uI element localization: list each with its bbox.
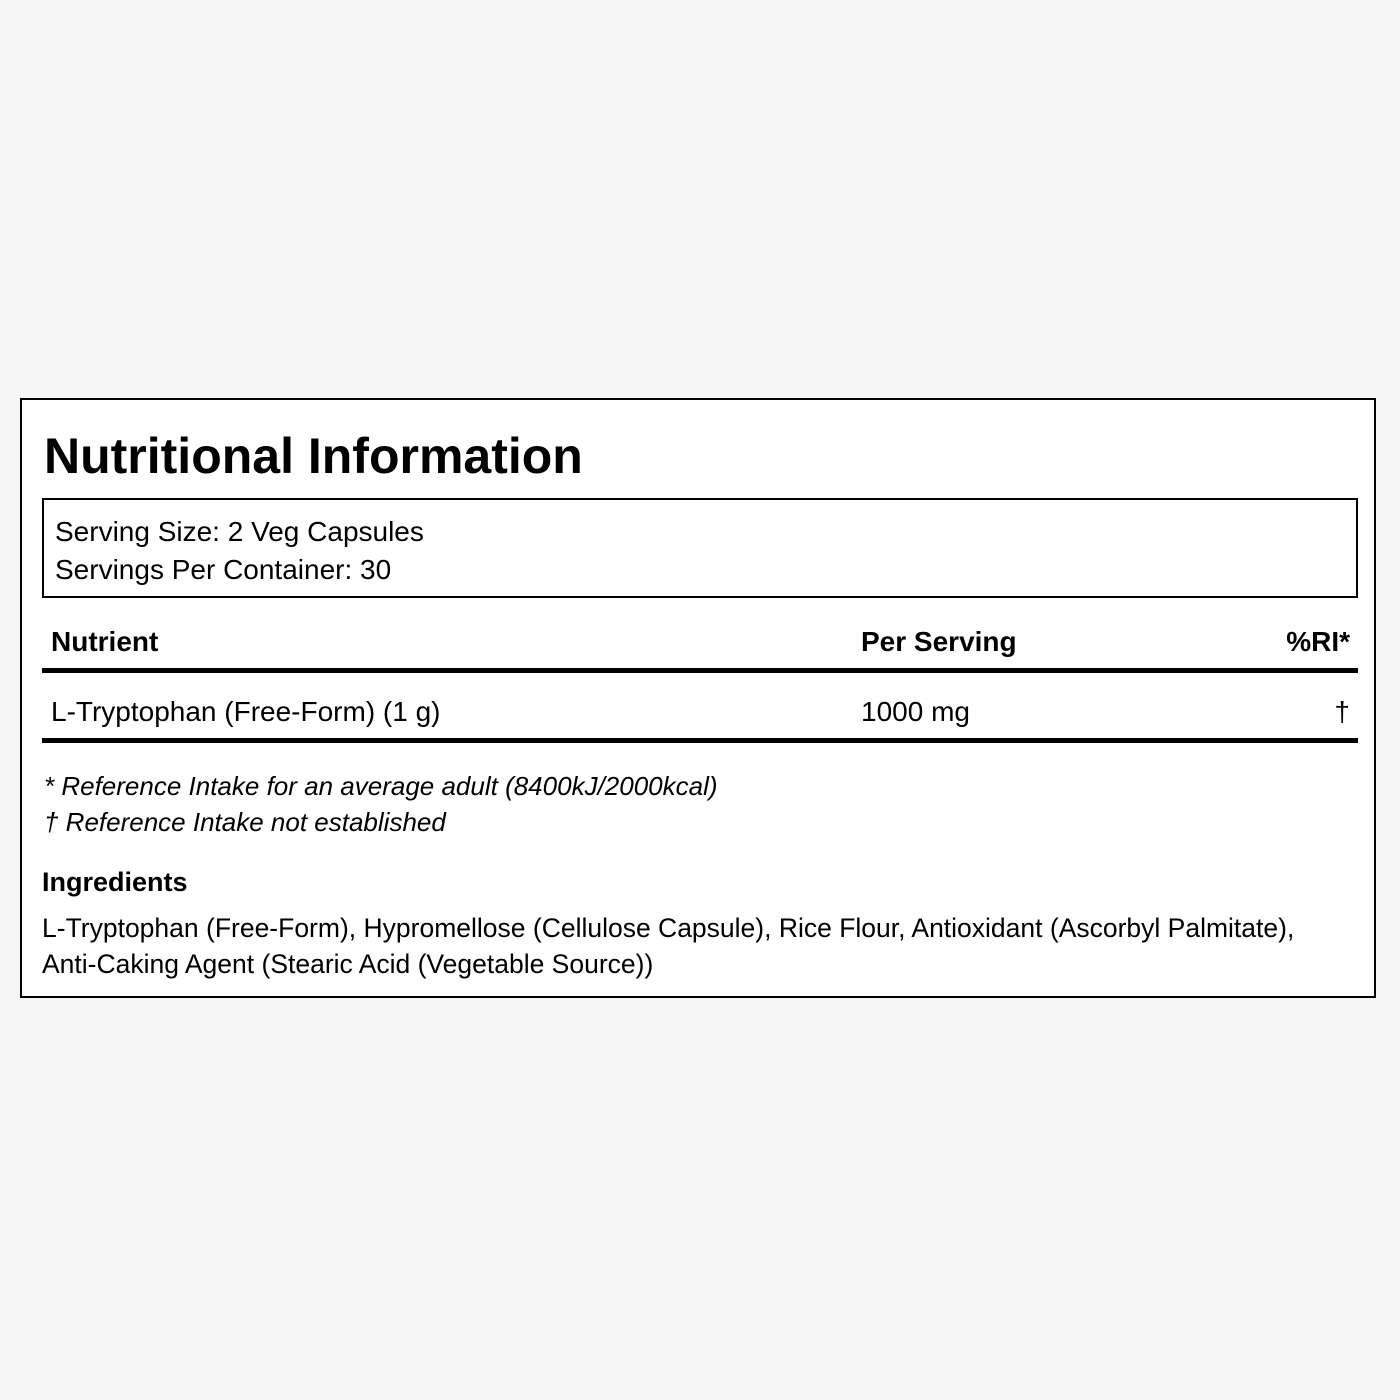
serving-info-box (42, 498, 1358, 598)
table-bottom-divider (42, 738, 1358, 743)
page-title: Nutritional Information (44, 428, 583, 484)
row-per-serving: 1000 mg (861, 696, 970, 727)
row-nutrient: L-Tryptophan (Free-Form) (1 g) (51, 696, 441, 727)
ingredients-text: L-Tryptophan (Free-Form), Hypromellose (Cellulose Capsule), Rice Flour, Antioxidant (Ascorbyl Palmitate), Anti-Caking Agent (Stearic Acid (Vegetable Source)) (42, 913, 1295, 979)
header-per-serving: Per Serving (861, 626, 1017, 657)
row-ri: † (1334, 696, 1350, 727)
serving-size: Serving Size: 2 Veg Capsules (55, 516, 424, 547)
servings-per-container: Servings Per Container: 30 (55, 554, 392, 585)
header-nutrient: Nutrient (51, 626, 159, 657)
header-ri: %RI* (1286, 626, 1350, 657)
header-divider (42, 668, 1358, 673)
ingredients-heading: Ingredients (42, 867, 188, 897)
nutrition-panel (20, 398, 1376, 998)
nutrient-table-header (42, 622, 1358, 662)
footnote-not-established: † Reference Intake not established (44, 807, 446, 837)
footnote-reference-intake: * Reference Intake for an average adult (8400kJ/2000kcal) (44, 771, 718, 801)
footnotes (44, 768, 718, 840)
table-row (42, 690, 1358, 734)
